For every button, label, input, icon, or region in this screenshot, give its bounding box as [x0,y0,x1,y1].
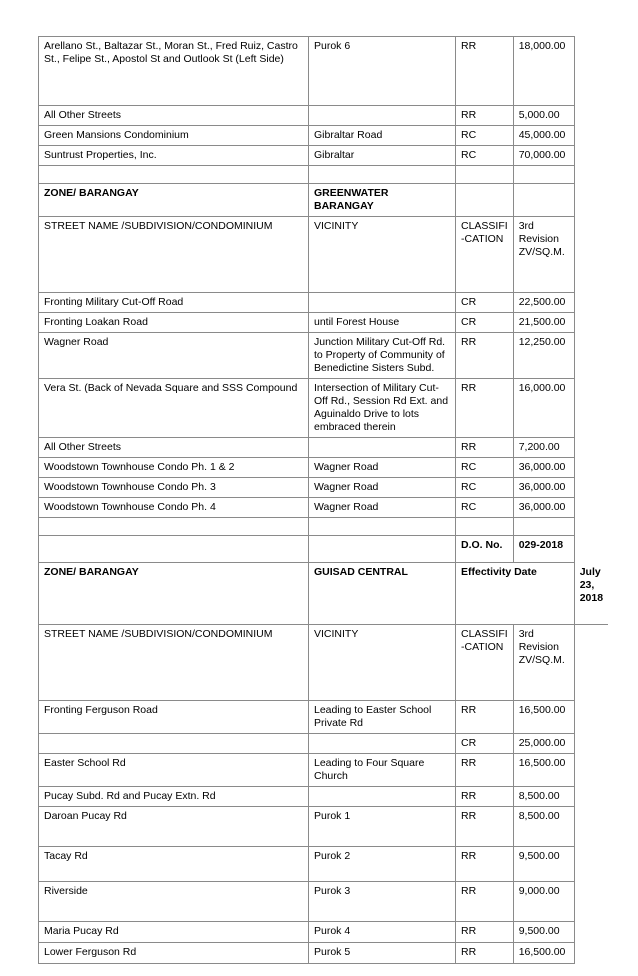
classification-cell: RR [456,754,514,787]
classification-cell [456,518,514,536]
table-row-empty [39,518,609,536]
classification-cell: RR [456,922,514,943]
vicinity-cell: Gibraltar [309,146,456,166]
street-cell: Woodstown Townhouse Condo Ph. 1 & 2 [39,458,309,478]
table-row [39,882,609,922]
classification-header: CLASSIFI -CATION [456,625,514,701]
barangay-name: GUISAD CENTRAL [309,563,456,625]
vicinity-cell: Wagner Road [309,498,456,518]
street-cell [39,166,309,184]
zonal-value-cell: 18,000.00 [513,37,574,106]
street-cell: Suntrust Properties, Inc. [39,146,309,166]
classification-cell: RR [456,787,514,807]
zone-header-row [39,563,609,625]
table-row [39,379,609,438]
table-row [39,943,609,964]
street-cell [39,734,309,754]
table-row [39,313,609,333]
vicinity-cell: Wagner Road [309,458,456,478]
classification-cell: CR [456,313,514,333]
street-cell: Daroan Pucay Rd [39,807,309,847]
table-row [39,333,609,379]
vicinity-cell [309,536,456,563]
barangay-name: GREENWATER BARANGAY [309,184,456,217]
zonal-value-cell: 36,000.00 [513,498,574,518]
vicinity-cell: Purok 2 [309,847,456,882]
table-row [39,126,609,146]
column-header-row [39,217,609,293]
classification-cell: RR [456,438,514,458]
zonal-value-cell [513,518,574,536]
table-row [39,293,609,313]
zonal-value-cell: 21,500.00 [513,313,574,333]
table-row [39,146,609,166]
classification-cell: RR [456,701,514,734]
department-order-row [39,536,609,563]
street-cell: Easter School Rd [39,754,309,787]
zonal-value-cell: 16,500.00 [513,943,574,964]
table-row [39,787,609,807]
vicinity-cell [309,106,456,126]
vicinity-cell [309,293,456,313]
street-cell [39,536,309,563]
street-cell: Fronting Loakan Road [39,313,309,333]
zonal-value-header: 3rd Revision ZV/SQ.M. [513,217,574,293]
table-row [39,478,609,498]
classification-cell: RR [456,807,514,847]
zonal-value-cell: 16,000.00 [513,379,574,438]
vicinity-cell: Wagner Road [309,478,456,498]
zonal-value-cell: 16,500.00 [513,754,574,787]
zonal-value-cell: 16,500.00 [513,701,574,734]
zonal-value-cell: 8,500.00 [513,807,574,847]
do-number-value: 029-2018 [513,536,574,563]
vicinity-cell [309,166,456,184]
street-cell: Vera St. (Back of Nevada Square and SSS Compound [39,379,309,438]
street-cell: Green Mansions Condominium [39,126,309,146]
zone-label: ZONE/ BARANGAY [39,184,309,217]
zonal-value-cell: 5,000.00 [513,106,574,126]
classification-cell: RR [456,379,514,438]
street-cell: Pucay Subd. Rd and Pucay Extn. Rd [39,787,309,807]
table-row [39,754,609,787]
do-number-label: D.O. No. [456,536,514,563]
classification-cell: RC [456,126,514,146]
vicinity-cell [309,438,456,458]
table-row [39,807,609,847]
table-row [39,701,609,734]
table-row [39,458,609,478]
street-header: STREET NAME /SUBDIVISION/CONDOMINIUM [39,217,309,293]
classification-cell [456,166,514,184]
table-row [39,922,609,943]
street-header: STREET NAME /SUBDIVISION/CONDOMINIUM [39,625,309,701]
zone-label: ZONE/ BARANGAY [39,563,309,625]
effectivity-date-value: July 23, 2018 [574,563,608,625]
zone-header-row [39,184,609,217]
zonal-value-cell: 70,000.00 [513,146,574,166]
zonal-value-cell [513,166,574,184]
classification-cell: RC [456,146,514,166]
zonal-value-cell: 36,000.00 [513,458,574,478]
table-row [39,106,609,126]
street-cell: Lower Ferguson Rd [39,943,309,964]
classification-cell: RC [456,498,514,518]
vicinity-cell: Gibraltar Road [309,126,456,146]
table-row-empty [39,166,609,184]
zonal-value-cell: 22,500.00 [513,293,574,313]
classification-header: CLASSIFI -CATION [456,217,514,293]
zonal-value-cell: 9,500.00 [513,847,574,882]
classification-cell: RR [456,37,514,106]
street-cell: Woodstown Townhouse Condo Ph. 3 [39,478,309,498]
classification-cell: RR [456,882,514,922]
zonal-value-cell: 7,200.00 [513,438,574,458]
table-row [39,847,609,882]
vicinity-cell [309,518,456,536]
vicinity-cell: Junction Military Cut-Off Rd. to Property of Community of Benedictine Sisters Subd. [309,333,456,379]
vicinity-cell [309,787,456,807]
classification-cell: RR [456,333,514,379]
classification-cell: RC [456,458,514,478]
street-cell: Fronting Military Cut-Off Road [39,293,309,313]
vicinity-cell: Intersection of Military Cut-Off Rd., Session Rd Ext. and Aguinaldo Drive to lots embraced therein [309,379,456,438]
street-cell: Woodstown Townhouse Condo Ph. 4 [39,498,309,518]
vicinity-header: VICINITY [309,217,456,293]
vicinity-cell: Purok 1 [309,807,456,847]
table-row [39,438,609,458]
classification-cell [456,184,514,217]
classification-cell: CR [456,293,514,313]
zonal-value-cell: 12,250.00 [513,333,574,379]
classification-cell: CR [456,734,514,754]
effectivity-date-label: Effectivity Date [456,563,575,625]
street-cell: Riverside [39,882,309,922]
vicinity-cell [309,734,456,754]
zonal-value-table [38,36,608,964]
street-cell: All Other Streets [39,106,309,126]
vicinity-cell: Purok 4 [309,922,456,943]
street-cell: Arellano St., Baltazar St., Moran St., Fred Ruiz, Castro St., Felipe St., Apostol St and Outlook St (Left Side) [39,37,309,106]
vicinity-cell: Leading to Four Square Church [309,754,456,787]
street-cell: Tacay Rd [39,847,309,882]
vicinity-cell: Leading to Easter School Private Rd [309,701,456,734]
street-cell [39,518,309,536]
zonal-value-cell: 8,500.00 [513,787,574,807]
vicinity-cell: Purok 3 [309,882,456,922]
zonal-value-cell: 45,000.00 [513,126,574,146]
classification-cell: RR [456,106,514,126]
table-row [39,37,609,106]
zonal-value-cell: 9,500.00 [513,922,574,943]
classification-cell: RR [456,943,514,964]
classification-cell: RR [456,847,514,882]
table-row [39,498,609,518]
classification-cell: RC [456,478,514,498]
vicinity-header: VICINITY [309,625,456,701]
vicinity-cell: until Forest House [309,313,456,333]
street-cell: Wagner Road [39,333,309,379]
vicinity-cell: Purok 6 [309,37,456,106]
zonal-value-cell: 9,000.00 [513,882,574,922]
street-cell: All Other Streets [39,438,309,458]
street-cell: Maria Pucay Rd [39,922,309,943]
zonal-value-cell: 36,000.00 [513,478,574,498]
zonal-value-cell: 25,000.00 [513,734,574,754]
zonal-value-cell [513,184,574,217]
column-header-row [39,625,609,701]
vicinity-cell: Purok 5 [309,943,456,964]
street-cell: Fronting Ferguson Road [39,701,309,734]
table-row [39,734,609,754]
zonal-value-header: 3rd Revision ZV/SQ.M. [513,625,574,701]
